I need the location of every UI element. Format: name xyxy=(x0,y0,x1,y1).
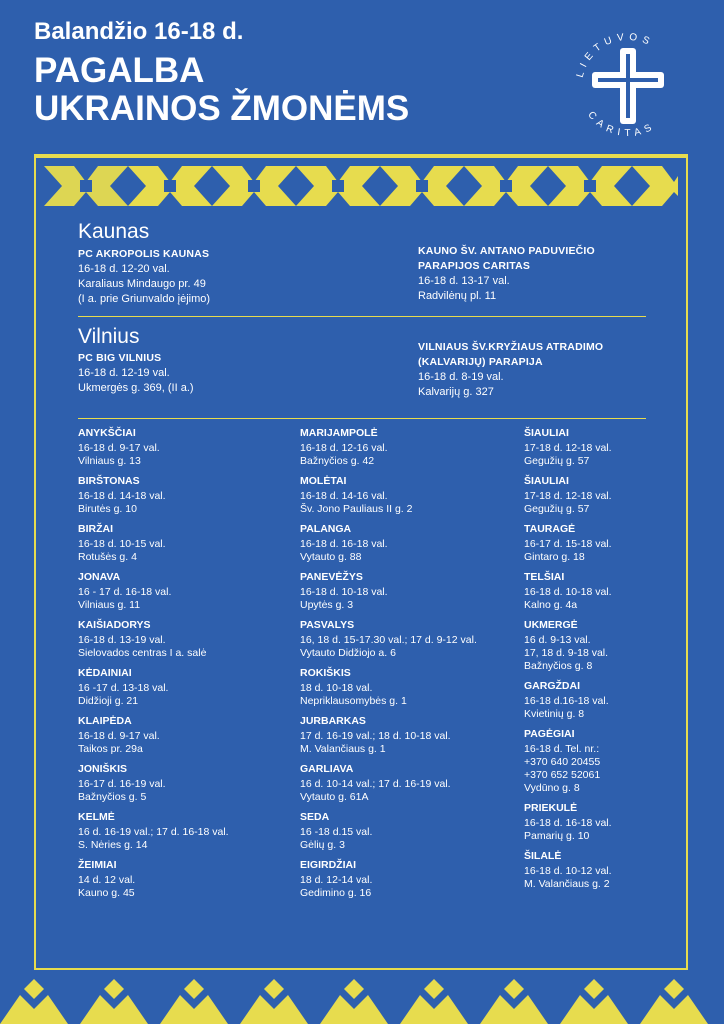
town-entry xyxy=(300,859,515,900)
town-info-line: 16-18 d. 10-18 val. xyxy=(300,586,388,598)
town-info-line: 16, 18 d. 15-17.30 val.; 17 d. 9-12 val. xyxy=(300,634,477,646)
town-info-line: Vilniaus g. 11 xyxy=(78,599,141,611)
location-line: 16-18 d. 13-17 val. xyxy=(418,275,510,287)
location-line: 16-18 d. 8-19 val. xyxy=(418,371,504,383)
town-info-line: 16-18 d. 16-18 val. xyxy=(300,538,388,550)
town-info-line: Bažnyčios g. 5 xyxy=(78,791,147,803)
town-name: JURBARKAS xyxy=(300,715,366,727)
location-name: VILNIAUS ŠV.KRYŽIAUS ATRADIMO xyxy=(418,341,604,353)
ornament-bottom xyxy=(0,975,724,1024)
svg-text:LIETUVOS: LIETUVOS xyxy=(574,31,656,79)
town-name: PANEVĖŽYS xyxy=(300,571,363,583)
town-name: PAGĖGIAI xyxy=(524,728,575,740)
town-entry xyxy=(524,571,674,612)
town-name: ŠIAULIAI xyxy=(524,427,569,439)
town-entry xyxy=(300,523,515,564)
town-info-line: +370 640 20455 xyxy=(524,756,601,768)
town-info-line: Kauno g. 45 xyxy=(78,887,135,899)
town-info-line: Bažnyčios g. 8 xyxy=(524,660,593,672)
town-name: ŠIAULIAI xyxy=(524,475,569,487)
town-info-line: 16 -18 d.15 val. xyxy=(300,826,373,838)
town-info-line: 16-18 d. 14-16 val. xyxy=(300,490,388,502)
town-info-line: 18 d. 12-14 val. xyxy=(300,874,373,886)
town-info-line: Gegužių g. 57 xyxy=(524,455,590,467)
town-info-line: Šv. Jono Pauliaus II g. 2 xyxy=(300,503,413,515)
location-name: PC AKROPOLIS KAUNAS xyxy=(78,248,210,260)
svg-text:CARITAS: CARITAS xyxy=(585,109,659,140)
town-entry xyxy=(78,427,288,468)
location-name: (KALVARIJŲ) PARAPIJA xyxy=(418,356,543,368)
town-info-line: 16 d. 10-14 val.; 17 d. 16-19 val. xyxy=(300,778,451,790)
town-entry xyxy=(524,475,674,516)
town-name: JONAVA xyxy=(78,571,121,583)
vilnius-big xyxy=(78,351,194,396)
location-line: Karaliaus Mindaugo pr. 49 xyxy=(78,278,206,290)
column-2 xyxy=(300,427,515,907)
town-info-line: Vilniaus g. 13 xyxy=(78,455,141,467)
town-info-line: Kvietinių g. 8 xyxy=(524,708,585,720)
town-info-line: Kalno g. 4a xyxy=(524,599,578,611)
town-info-line: Taikos pr. 29a xyxy=(78,743,143,755)
column-3 xyxy=(524,427,674,898)
town-name: JONIŠKIS xyxy=(78,763,128,775)
town-info-line: 17-18 d. 12-18 val. xyxy=(524,490,612,502)
town-info-line: Vydūno g. 8 xyxy=(524,782,580,794)
town-entry xyxy=(78,619,288,660)
town-info-line: 16-18 d. 13-19 val. xyxy=(78,634,166,646)
town-info-line: 17, 18 d. 9-18 val. xyxy=(524,647,609,659)
town-entry xyxy=(300,763,515,804)
town-name: KĖDAINIAI xyxy=(78,667,132,679)
location-line: (I a. prie Griunvaldo įėjimo) xyxy=(78,293,211,305)
town-entry xyxy=(78,571,288,612)
town-entry xyxy=(78,859,288,900)
city-vilnius: Vilnius xyxy=(78,325,140,348)
kaunas-parish xyxy=(418,244,595,304)
town-name: KLAIPĖDA xyxy=(78,715,132,727)
town-entry xyxy=(524,427,674,468)
town-name: GARLIAVA xyxy=(300,763,354,775)
town-info-line: 16-18 d. 16-18 val. xyxy=(524,817,612,829)
town-entry xyxy=(524,728,674,795)
town-info-line: 16-18 d.16-18 val. xyxy=(524,695,609,707)
town-name: EIGIRDŽIAI xyxy=(300,859,357,871)
town-info-line: 17-18 d. 12-18 val. xyxy=(524,442,612,454)
column-1 xyxy=(78,427,288,907)
town-info-line: Nepriklausomybės g. 1 xyxy=(300,695,407,707)
town-entry xyxy=(300,571,515,612)
location-name: KAUNO ŠV. ANTANO PADUVIEČIO xyxy=(418,245,595,257)
town-info-line: Gėlių g. 3 xyxy=(300,839,345,851)
town-name: ROKIŠKIS xyxy=(300,667,351,679)
town-name: ANYKŠČIAI xyxy=(78,427,136,439)
town-info-line: Bažnyčios g. 42 xyxy=(300,455,375,467)
town-info-line: 16-18 d. 10-18 val. xyxy=(524,586,612,598)
town-info-line: Rotušės g. 4 xyxy=(78,551,137,563)
town-name: GARGŽDAI xyxy=(524,680,580,692)
town-info-line: Gintaro g. 18 xyxy=(524,551,585,563)
town-name: PASVALYS xyxy=(300,619,355,631)
town-entry xyxy=(524,523,674,564)
town-entry xyxy=(78,811,288,852)
town-entry xyxy=(78,475,288,516)
caritas-logo xyxy=(568,26,688,146)
town-info-line: 16-18 d. 14-18 val. xyxy=(78,490,166,502)
town-entry xyxy=(300,427,515,468)
town-info-line: 16 -17 d. 13-18 val. xyxy=(78,682,169,694)
town-info-line: 16-18 d. 9-17 val. xyxy=(78,730,160,742)
kaunas-akropolis xyxy=(78,247,210,307)
town-info-line: 16-18 d. 10-12 val. xyxy=(524,865,612,877)
town-name: ŠILALĖ xyxy=(524,850,562,862)
town-info-line: Vytauto g. 88 xyxy=(300,551,362,563)
town-info-line: 16-18 d. 10-15 val. xyxy=(78,538,166,550)
town-entry xyxy=(524,619,674,673)
town-info-line: Sielovados centras I a. salė xyxy=(78,647,207,659)
town-info-line: S. Nėries g. 14 xyxy=(78,839,148,851)
town-entry xyxy=(524,680,674,721)
town-info-line: 17 d. 16-19 val.; 18 d. 10-18 val. xyxy=(300,730,451,742)
town-info-line: M. Valančiaus g. 1 xyxy=(300,743,386,755)
town-entry xyxy=(78,523,288,564)
town-name: BIRŽAI xyxy=(78,523,113,535)
town-name: TAURAGĖ xyxy=(524,523,576,535)
town-info-line: 18 d. 10-18 val. xyxy=(300,682,373,694)
town-info-line: Gedimino g. 16 xyxy=(300,887,372,899)
town-info-line: Gegužių g. 57 xyxy=(524,503,590,515)
town-name: PALANGA xyxy=(300,523,352,535)
town-info-line: Birutės g. 10 xyxy=(78,503,137,515)
town-info-line: 14 d. 12 val. xyxy=(78,874,136,886)
town-entry xyxy=(300,715,515,756)
location-line: 16-18 d. 12-20 val. xyxy=(78,263,170,275)
town-entry xyxy=(300,619,515,660)
town-entry xyxy=(300,811,515,852)
town-entry xyxy=(78,715,288,756)
town-info-line: 16-17 d. 15-18 val. xyxy=(524,538,612,550)
town-name: ŽEIMIAI xyxy=(78,859,117,871)
title-line-1: PAGALBA xyxy=(34,51,205,90)
town-entry xyxy=(300,667,515,708)
town-entry xyxy=(524,802,674,843)
ornament-top xyxy=(34,152,688,216)
town-name: PRIEKULĖ xyxy=(524,802,578,814)
location-line: 16-18 d. 12-19 val. xyxy=(78,367,170,379)
town-info-line: 16-18 d. 12-16 val. xyxy=(300,442,388,454)
town-info-line: 16 d. 9-13 val. xyxy=(524,634,591,646)
town-name: BIRŠTONAS xyxy=(78,475,140,487)
town-info-line: Vytauto Didžiojo a. 6 xyxy=(300,647,396,659)
town-info-line: Vytauto g. 61A xyxy=(300,791,369,803)
divider xyxy=(78,316,646,317)
town-name: KELMĖ xyxy=(78,811,115,823)
town-info-line: Pamarių g. 10 xyxy=(524,830,590,842)
town-info-line: Upytės g. 3 xyxy=(300,599,354,611)
town-info-line: M. Valančiaus g. 2 xyxy=(524,878,610,890)
town-info-line: Didžioji g. 21 xyxy=(78,695,139,707)
town-name: TELŠIAI xyxy=(524,571,565,583)
location-line: Kalvarijų g. 327 xyxy=(418,386,494,398)
page-title xyxy=(34,52,514,128)
town-info-line: 16-18 d. Tel. nr.: xyxy=(524,743,600,755)
location-line: Radvilėnų pl. 11 xyxy=(418,290,497,302)
town-name: UKMERGĖ xyxy=(524,619,578,631)
divider xyxy=(78,418,646,419)
town-name: KAIŠIADORYS xyxy=(78,619,151,631)
town-info-line: 16 d. 16-19 val.; 17 d. 16-18 val. xyxy=(78,826,229,838)
vilnius-parish xyxy=(418,340,603,400)
town-name: MARIJAMPOLĖ xyxy=(300,427,378,439)
city-kaunas: Kaunas xyxy=(78,220,150,243)
town-name: SEDA xyxy=(300,811,330,823)
location-line: Ukmergės g. 369, (II a.) xyxy=(78,382,194,394)
town-entry xyxy=(78,667,288,708)
town-info-line: +370 652 52061 xyxy=(524,769,601,781)
town-info-line: 16 - 17 d. 16-18 val. xyxy=(78,586,172,598)
town-entry xyxy=(300,475,515,516)
location-name: PARAPIJOS CARITAS xyxy=(418,260,531,272)
town-entry xyxy=(78,763,288,804)
town-info-line: 16-18 d. 9-17 val. xyxy=(78,442,160,454)
header-date: Balandžio 16-18 d. xyxy=(34,18,244,45)
town-info-line: 16-17 d. 16-19 val. xyxy=(78,778,166,790)
town-entry xyxy=(524,850,674,891)
title-line-2: UKRAINOS ŽMONĖMS xyxy=(34,89,410,128)
town-name: MOLĖTAI xyxy=(300,475,347,487)
location-name: PC BIG VILNIUS xyxy=(78,352,162,364)
